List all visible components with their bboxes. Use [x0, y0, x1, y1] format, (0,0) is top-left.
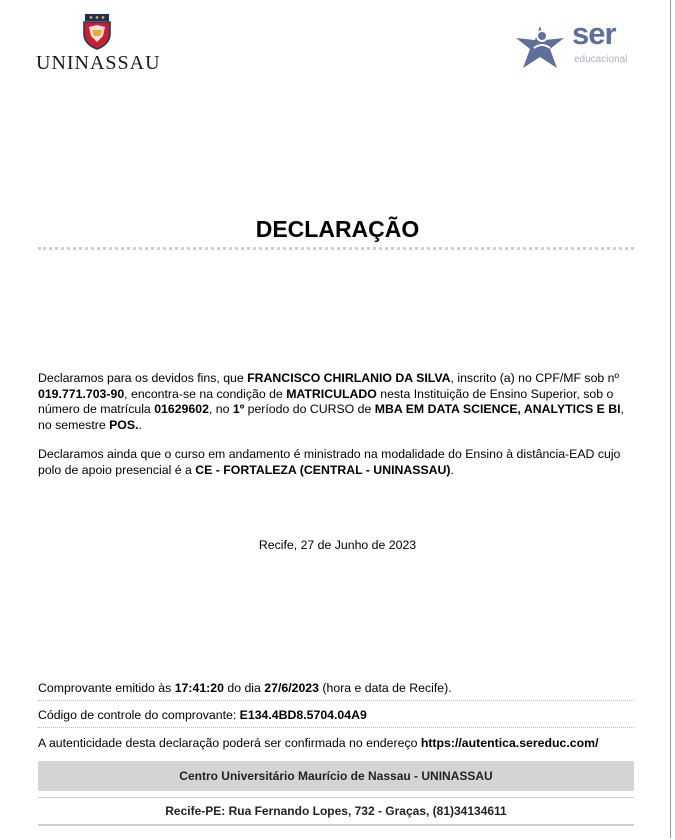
- enrollment-status: MATRICULADO: [286, 386, 377, 401]
- ser-educacional-logo: [512, 16, 632, 72]
- emission-date: 27/6/2023: [264, 681, 319, 695]
- footer-divider: [38, 700, 634, 701]
- authenticity-line: A autenticidade desta declaração poderá ser confirmada no endereço https://autentica.sereduc.com/: [38, 736, 599, 750]
- uninassau-logo: [36, 14, 161, 74]
- control-code-line: Código de controle do comprovante: E134.4BD8.5704.04A9: [38, 708, 367, 722]
- student-name: FRANCISCO CHIRLANIO DA SILVA: [247, 371, 451, 385]
- ser-wordmark: ser: [572, 16, 616, 51]
- emission-time: 17:41:20: [174, 681, 224, 695]
- star-figure-icon: [512, 22, 568, 72]
- institution-address: Recife-PE: Rua Fernando Lopes, 732 - Graças, (81)34134611: [38, 797, 634, 826]
- title-divider: [38, 247, 634, 250]
- footer-divider: [38, 727, 634, 728]
- ser-subtext: educacional: [574, 54, 628, 65]
- date-line: Recife, 27 de Junho de 2023: [258, 538, 417, 552]
- course-name: MBA EM DATA SCIENCE, ANALYTICS E BI: [374, 402, 621, 416]
- period: 1º: [232, 402, 245, 416]
- control-code: E134.4BD8.5704.04A9: [239, 708, 367, 722]
- support-pole: CE - FORTALEZA (CENTRAL - UNINASSAU): [195, 462, 451, 477]
- declaration-paragraph-1: Declaramos para os devidos fins, que FRANCISCO CHIRLANIO DA SILVA, inscrito (a) no CPF/MF sob nº 019.771.703-90, encontra-se na condição de MATRICULADO nesta Instituição de Ensino Superior, sob o número de matrícula 01629602, no 1º período do CURSO de MBA EM DATA SCIENCE, ANALYTICS E BI, no semestre POS..: [38, 371, 624, 432]
- shield-crest-icon: [81, 14, 113, 50]
- page-title: DECLARAÇÃO: [255, 216, 420, 242]
- cpf-number: 019.771.703-90: [38, 386, 125, 401]
- semester: POS.: [109, 417, 139, 432]
- institution-bar: Centro Universitário Maurício de Nassau - UNINASSAU: [38, 761, 634, 791]
- uninassau-wordmark: UNINASSAU: [36, 52, 161, 74]
- declaration-paragraph-2: Declaramos ainda que o curso em andamento é ministrado na modalidade do Ensino à distância-EAD cujo polo de apoio presencial é a CE - FORTALEZA (CENTRAL - UNINASSAU).: [38, 447, 621, 477]
- emission-info: Comprovante emitido às 17:41:20 do dia 27/6/2023 (hora e data de Recife).: [38, 681, 452, 695]
- registration-number: 01629602: [154, 402, 209, 416]
- authenticity-url[interactable]: https://autentica.sereduc.com/: [420, 736, 599, 750]
